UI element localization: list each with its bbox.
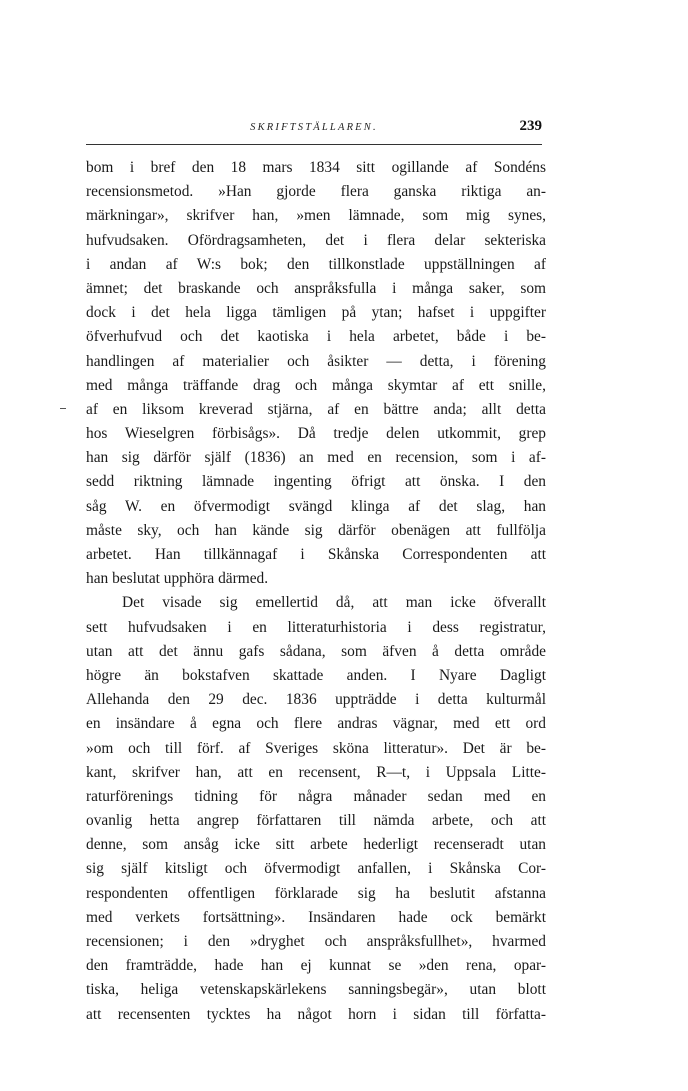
page-number: 239	[519, 118, 542, 134]
margin-mark	[60, 408, 66, 409]
text-line: öfverhufvud och det kaotiska i hela arbetet, både i be-	[86, 328, 546, 346]
text-line: sedd riktning lämnade ingenting öfrigt att önska. I den	[86, 473, 546, 491]
text-line: i andan af W:s bok; den tillkonstlade uppställningen af	[86, 255, 546, 273]
text-line: arbetet. Han tillkännagaf i Skånska Correspondenten att	[86, 546, 546, 563]
text-line: af en liksom kreverad stjärna, af en bättre anda; allt detta	[86, 400, 546, 418]
text-line: märkningar», skrifver han, »men lämnade, som mig synes,	[86, 207, 546, 225]
text-line: såg W. en öfvermodigt svängd klinga af det slag, han	[86, 497, 546, 515]
text-line: recensionen; i den »dryghet och anspråksfullhet», hvarmed	[86, 933, 546, 950]
text-line: en insändare å egna och flere andras vägnar, med ett ord	[86, 715, 546, 733]
text-line: sig själf kitsligt och öfvermodigt anfallen, i Skånska Cor-	[86, 860, 546, 878]
running-title: SKRIFTSTÄLLAREN.	[250, 122, 378, 133]
body-text	[86, 156, 546, 1027]
text-line: handlingen af materialier och åsikter — detta, i förening	[86, 352, 546, 370]
text-line: raturförenings tidning för några månader sedan med en	[86, 787, 546, 805]
text-line: utan att det ännu gafs sådana, som äfven å detta område	[86, 642, 546, 660]
text-line: hufvudsaken. Ofördragsamheten, det i flera delar sekteriska	[86, 231, 546, 249]
text-line: recensionsmetod. »Han gjorde flera ganska riktiga an-	[86, 183, 546, 201]
text-line: dock i det hela ligga tämligen på ytan; hafset i uppgifter	[86, 304, 546, 322]
text-line: att recensenten tycktes ha något horn i sidan till författa-	[86, 1005, 546, 1023]
text-line: respondenten offentligen förklarade sig ha beslutit afstanna	[86, 884, 546, 902]
text-line-paragraph-end: han beslutat upphöra därmed.	[86, 570, 269, 588]
text-line: denne, som ansåg icke sitt arbete hederligt recenseradt utan	[86, 836, 546, 854]
text-line: han sig därför själf (1836) an med en recension, som i af-	[86, 449, 546, 467]
text-line: med många träffande drag och många skymtar af ett snille,	[86, 376, 546, 394]
text-line: den framträdde, hade han ej kunnat se »den rena, opar-	[86, 957, 546, 975]
running-head	[86, 118, 542, 140]
text-line: tiska, heliga vetenskapskärlekens sanningsbegär», utan blott	[86, 981, 546, 999]
text-line: högre än bokstafven skattade anden. I Nyare Dagligt	[86, 666, 546, 684]
text-line: sett hufvudsaken i en litteraturhistoria i dess registratur,	[86, 618, 546, 636]
text-line: ovanlig hetta angrep författaren till nämda arbete, och att	[86, 812, 546, 830]
text-line: med verkets fortsättning». Insändaren hade ock bemärkt	[86, 908, 546, 926]
text-line: Allehanda den 29 dec. 1836 uppträdde i detta kulturmål	[86, 691, 546, 709]
text-line: måste sky, och han kände sig därför obenägen att fullfölja	[86, 521, 546, 539]
text-line: kant, skrifver han, att en recensent, R—t, i Uppsala Litte-	[86, 763, 546, 781]
text-line: bom i bref den 18 mars 1834 sitt ogillande af Sondéns	[86, 159, 546, 176]
header-rule	[86, 144, 542, 145]
text-line: »om och till förf. af Sveriges sköna litteratur». Det är be-	[86, 739, 546, 757]
text-line: hos Wieselgren förbisågs». Då tredje delen utkommit, grep	[86, 425, 546, 443]
text-line: ämnet; det braskande och anspråksfulla i många saker, som	[86, 279, 546, 297]
text-line-paragraph-start: Det visade sig emellertid då, att man icke öfverallt	[122, 594, 546, 612]
